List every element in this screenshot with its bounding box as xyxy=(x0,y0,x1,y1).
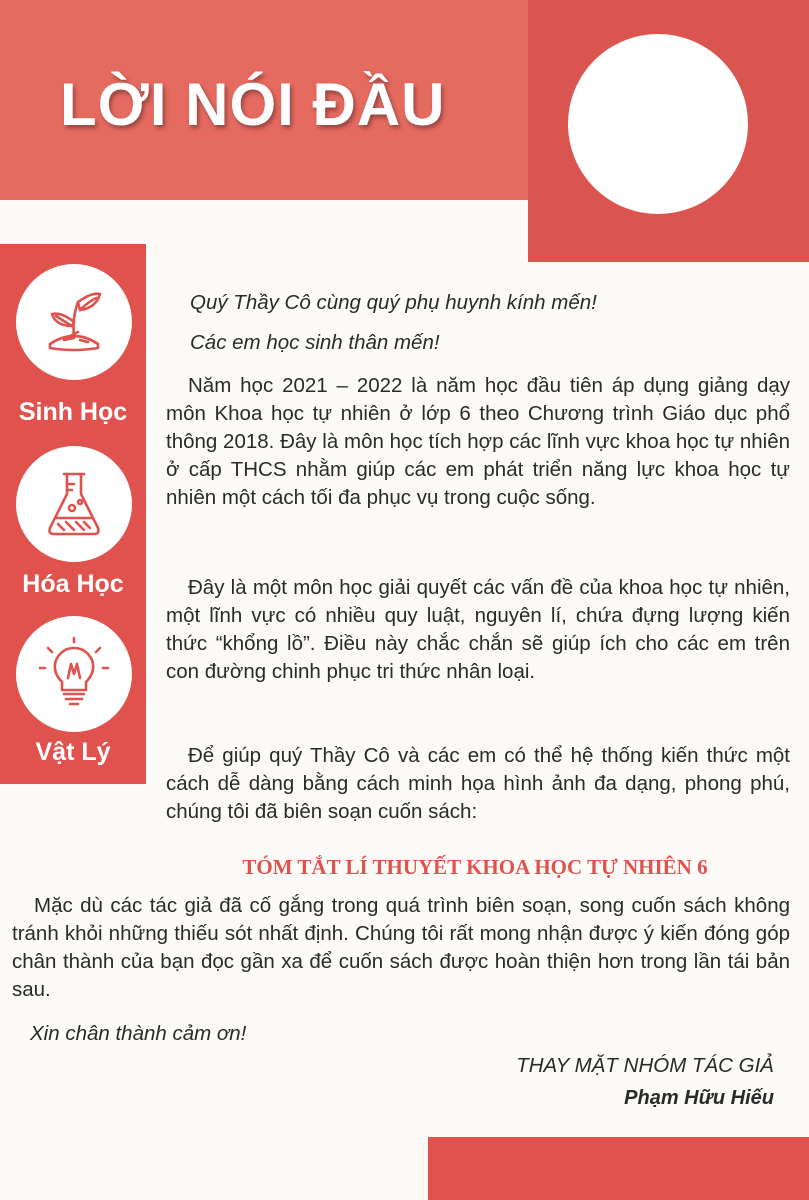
book-title: TÓM TẮT LÍ THUYẾT KHOA HỌC TỰ NHIÊN 6 xyxy=(242,855,708,879)
paragraph-intro: Năm học 2021 – 2022 là năm học đầu tiên áp dụng giảng dạy môn Khoa học tự nhiên ở lớp 6 theo Chương trình Giáo dục phổ thông 2018. Đây là môn học tích hợp các lĩnh vực khoa học tự nhiên ở cấp THCS nhằm giúp các em phát triển năng lực khoa học tự nhiên một cách tối đa phục vụ trong cuộc sống. xyxy=(166,374,790,509)
page-title: LỜI NÓI ĐẦU xyxy=(60,71,446,138)
greeting-parents: Quý Thầy Cô cùng quý phụ huynh kính mến! xyxy=(190,291,597,314)
paragraph-feedback: Mặc dù các tác giả đã cố gắng trong quá trình biên soạn, song cuốn sách không tránh khỏi những thiếu sót nhất định. Chúng tôi rất mong nhận được ý kiến đóng góp chân thành của bạn đọc gần xa để cuốn sách được hoàn thiện hơn trong lần tái bản sau. xyxy=(12,894,790,1001)
subject-label-chemistry: Hóa Học xyxy=(22,570,124,598)
thanks-line: Xin chân thành cảm ơn! xyxy=(30,1022,247,1045)
paragraph-subject: Đây là một môn học giải quyết các vấn đề của khoa học tự nhiên, một lĩnh vực có nhiều quy luật, nguyên lí, chứa đựng lượng kiến thức “khổng lồ”. Điều này chắc chắn sẽ giúp ích cho các em trên con đường chinh phục tri thức nhân loại. xyxy=(166,576,790,683)
paragraph-purpose: Để giúp quý Thầy Cô và các em có thể hệ thống kiến thức một cách dễ dàng bằng cách minh họa hình ảnh đa dạng, phong phú, chúng tôi đã biên soạn cuốn sách: xyxy=(166,744,790,823)
greeting-students: Các em học sinh thân mến! xyxy=(190,331,440,354)
subject-label-physics: Vật Lý xyxy=(35,738,111,766)
signature-title: THAY MẶT NHÓM TÁC GIẢ xyxy=(516,1054,774,1077)
subject-label-biology: Sinh Học xyxy=(18,398,128,426)
signature-author: Phạm Hữu Hiếu xyxy=(624,1087,774,1109)
footer-decor-box xyxy=(428,1137,809,1200)
